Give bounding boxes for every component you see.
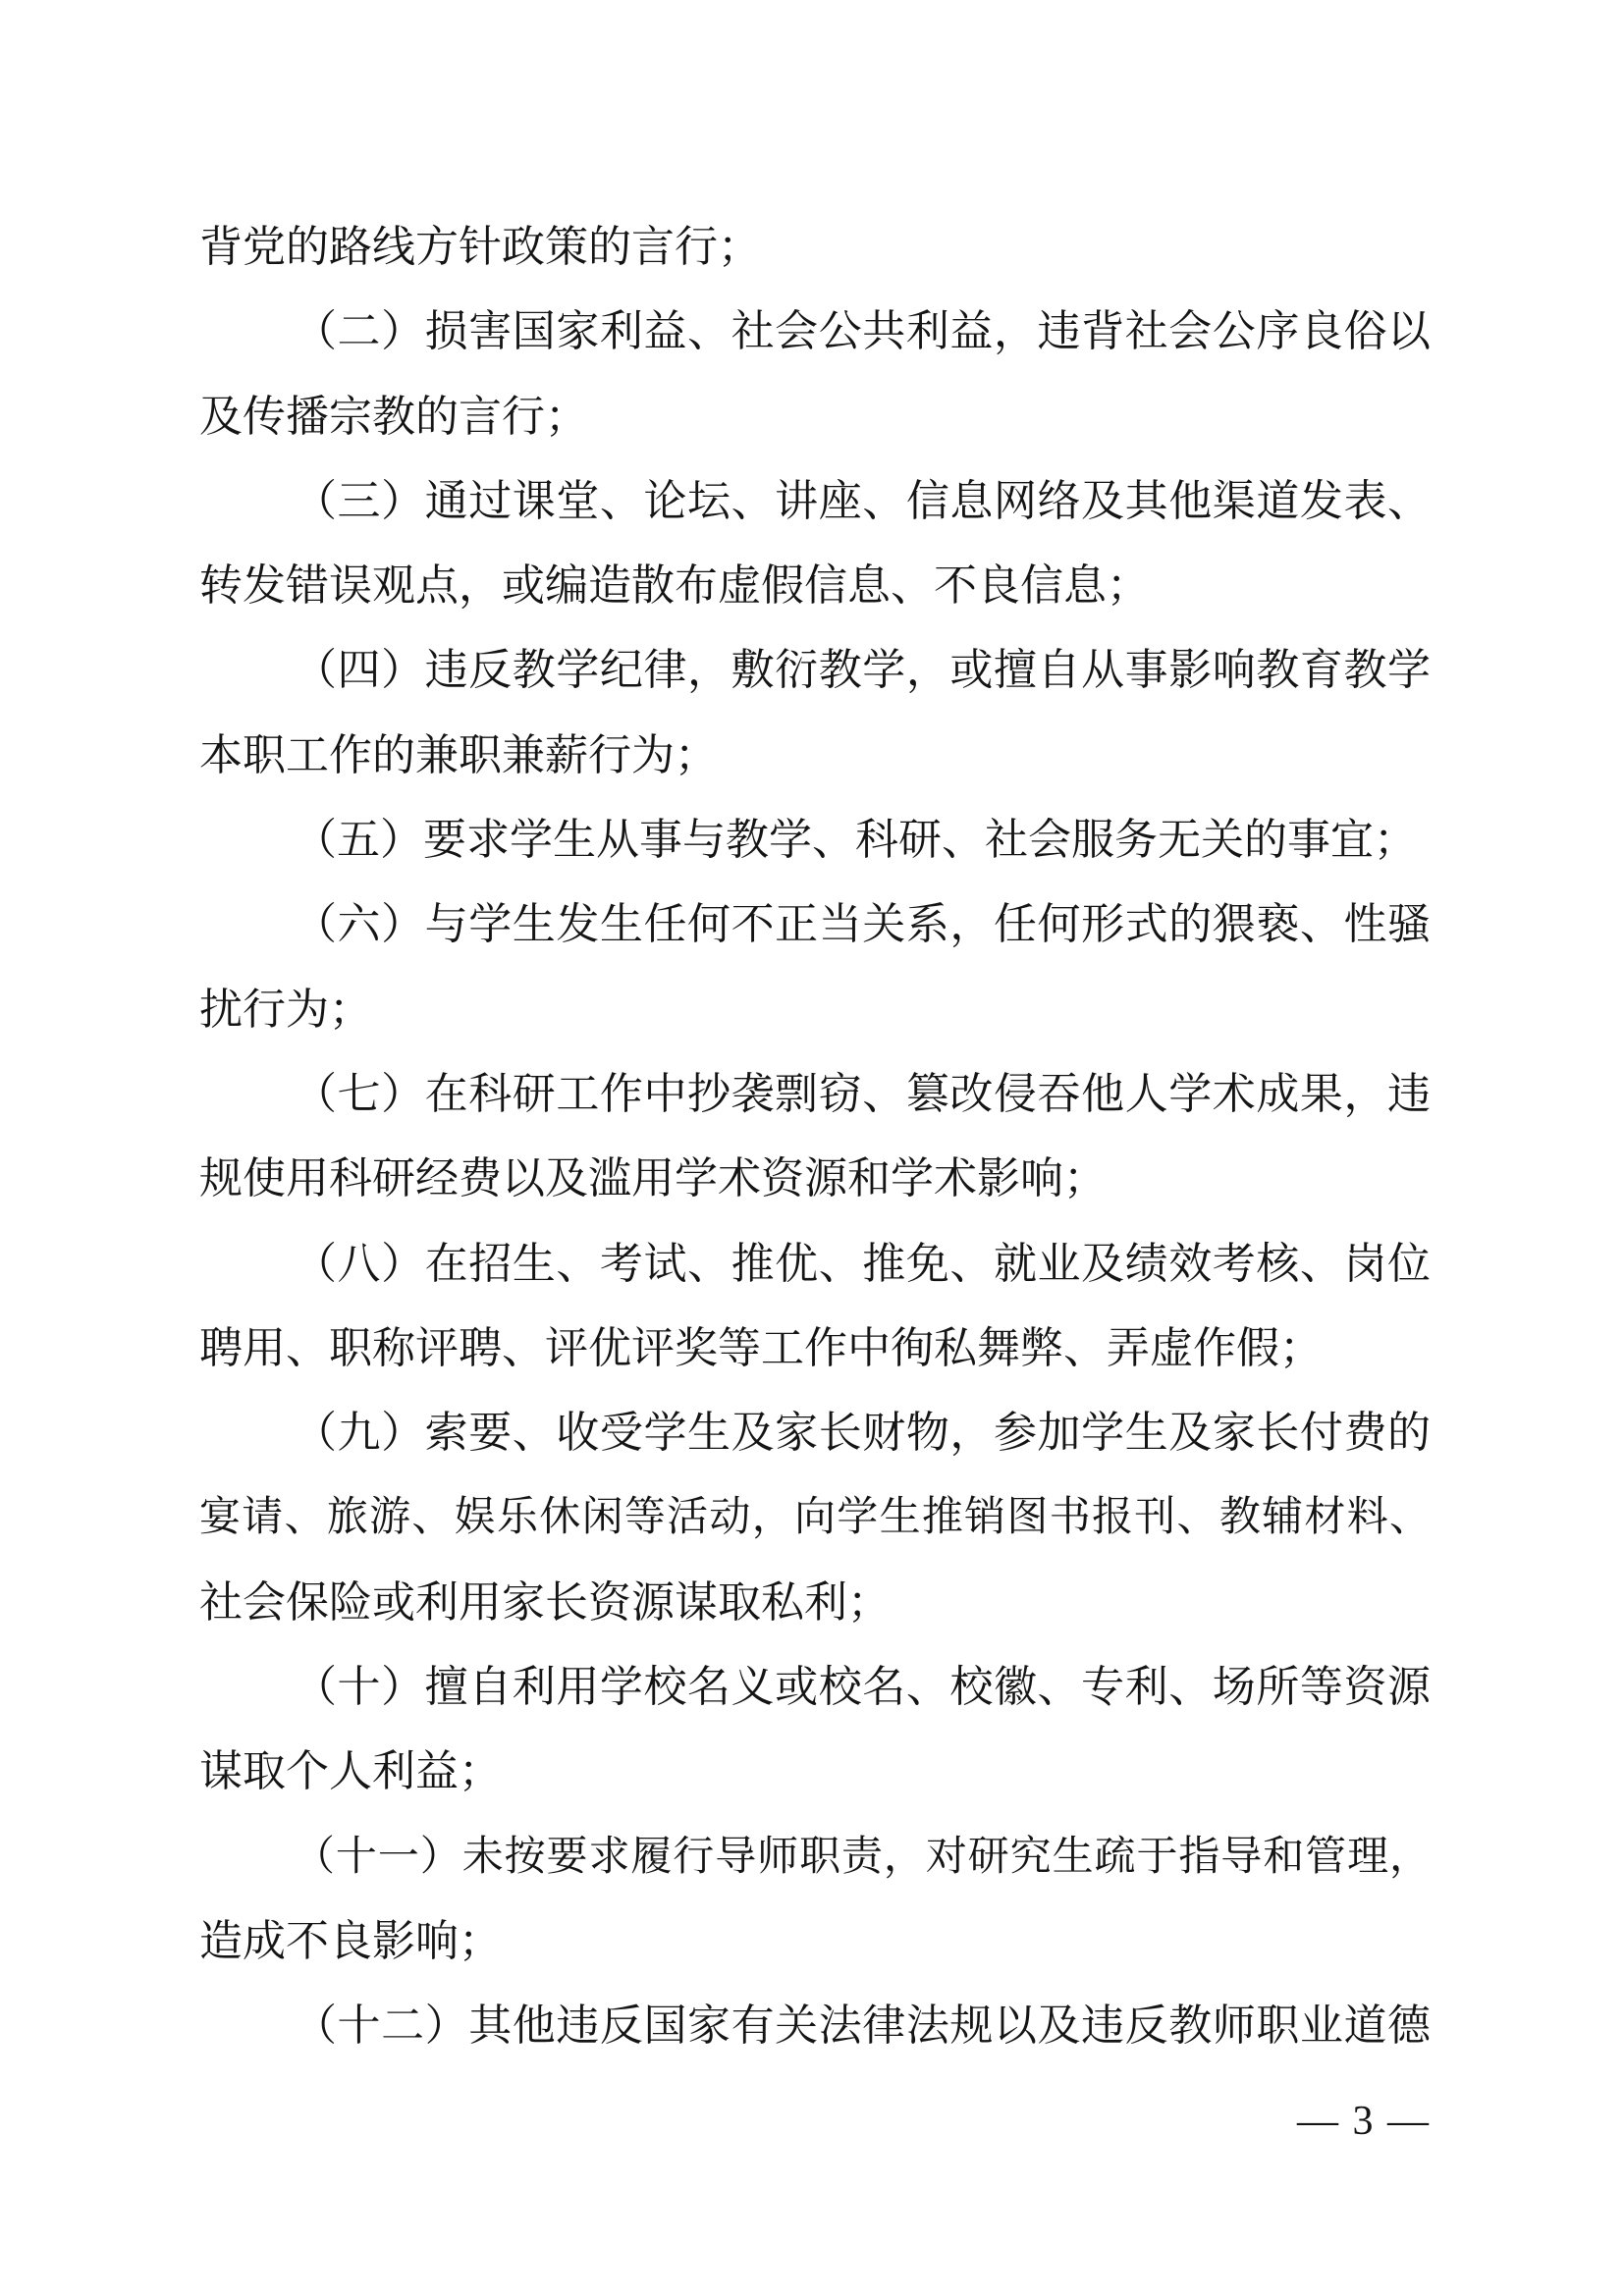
document-line: （八）在招生、考试、推优、推免、就业及绩效考核、岗位 <box>294 1239 1431 1288</box>
document-line: 及传播宗教的言行； <box>199 392 588 441</box>
page-number: — 3 — <box>1297 2099 1431 2144</box>
document-line: （五）要求学生从事与教学、科研、社会服务无关的事宜； <box>294 816 1417 865</box>
document-line: 谋取个人利益； <box>199 1747 502 1796</box>
document-line: （七）在科研工作中抄袭剽窃、篡改侵吞他人学术成果，违 <box>294 1069 1431 1118</box>
document-line: （十一）未按要求履行导师职责，对研究生疏于指导和管理， <box>294 1834 1431 1880</box>
document-line: 聘用、职称评聘、评优评奖等工作中徇私舞弊、弄虚作假； <box>199 1323 1323 1372</box>
document-line: （三）通过课堂、论坛、讲座、信息网络及其他渠道发表、 <box>294 476 1431 525</box>
document-line: 规使用科研经费以及滥用学术资源和学术影响； <box>199 1154 1107 1203</box>
document-line: 社会保险或利用家长资源谋取私利； <box>199 1577 891 1627</box>
document-line: 造成不良影响； <box>199 1916 502 1965</box>
document-line: 背党的路线方针政策的言行； <box>199 223 761 271</box>
document-line: （十二）其他违反国家有关法律法规以及违反教师职业道德 <box>294 2002 1431 2051</box>
document-line: （九）索要、收受学生及家长财物，参加学生及家长付费的 <box>294 1409 1431 1458</box>
document-body <box>199 205 1431 2069</box>
document-line: （四）违反教学纪律，敷衍教学，或擅自从事影响教育教学 <box>294 646 1431 695</box>
document-line: （六）与学生发生任何不正当关系，任何形式的猥亵、性骚 <box>294 900 1431 949</box>
document-line: （十）擅自利用学校名义或校名、校徽、专利、场所等资源 <box>294 1663 1431 1712</box>
document-line: 本职工作的兼职兼薪行为； <box>199 730 718 779</box>
document-line: 宴请、旅游、娱乐休闲等活动，向学生推销图书报刊、教辅材料、 <box>199 1495 1431 1541</box>
document-line: （二）损害国家利益、社会公共利益，违背社会公序良俗以 <box>294 307 1431 356</box>
document-line: 转发错误观点，或编造散布虚假信息、不良信息； <box>199 561 1150 611</box>
document-line: 扰行为； <box>199 985 372 1034</box>
